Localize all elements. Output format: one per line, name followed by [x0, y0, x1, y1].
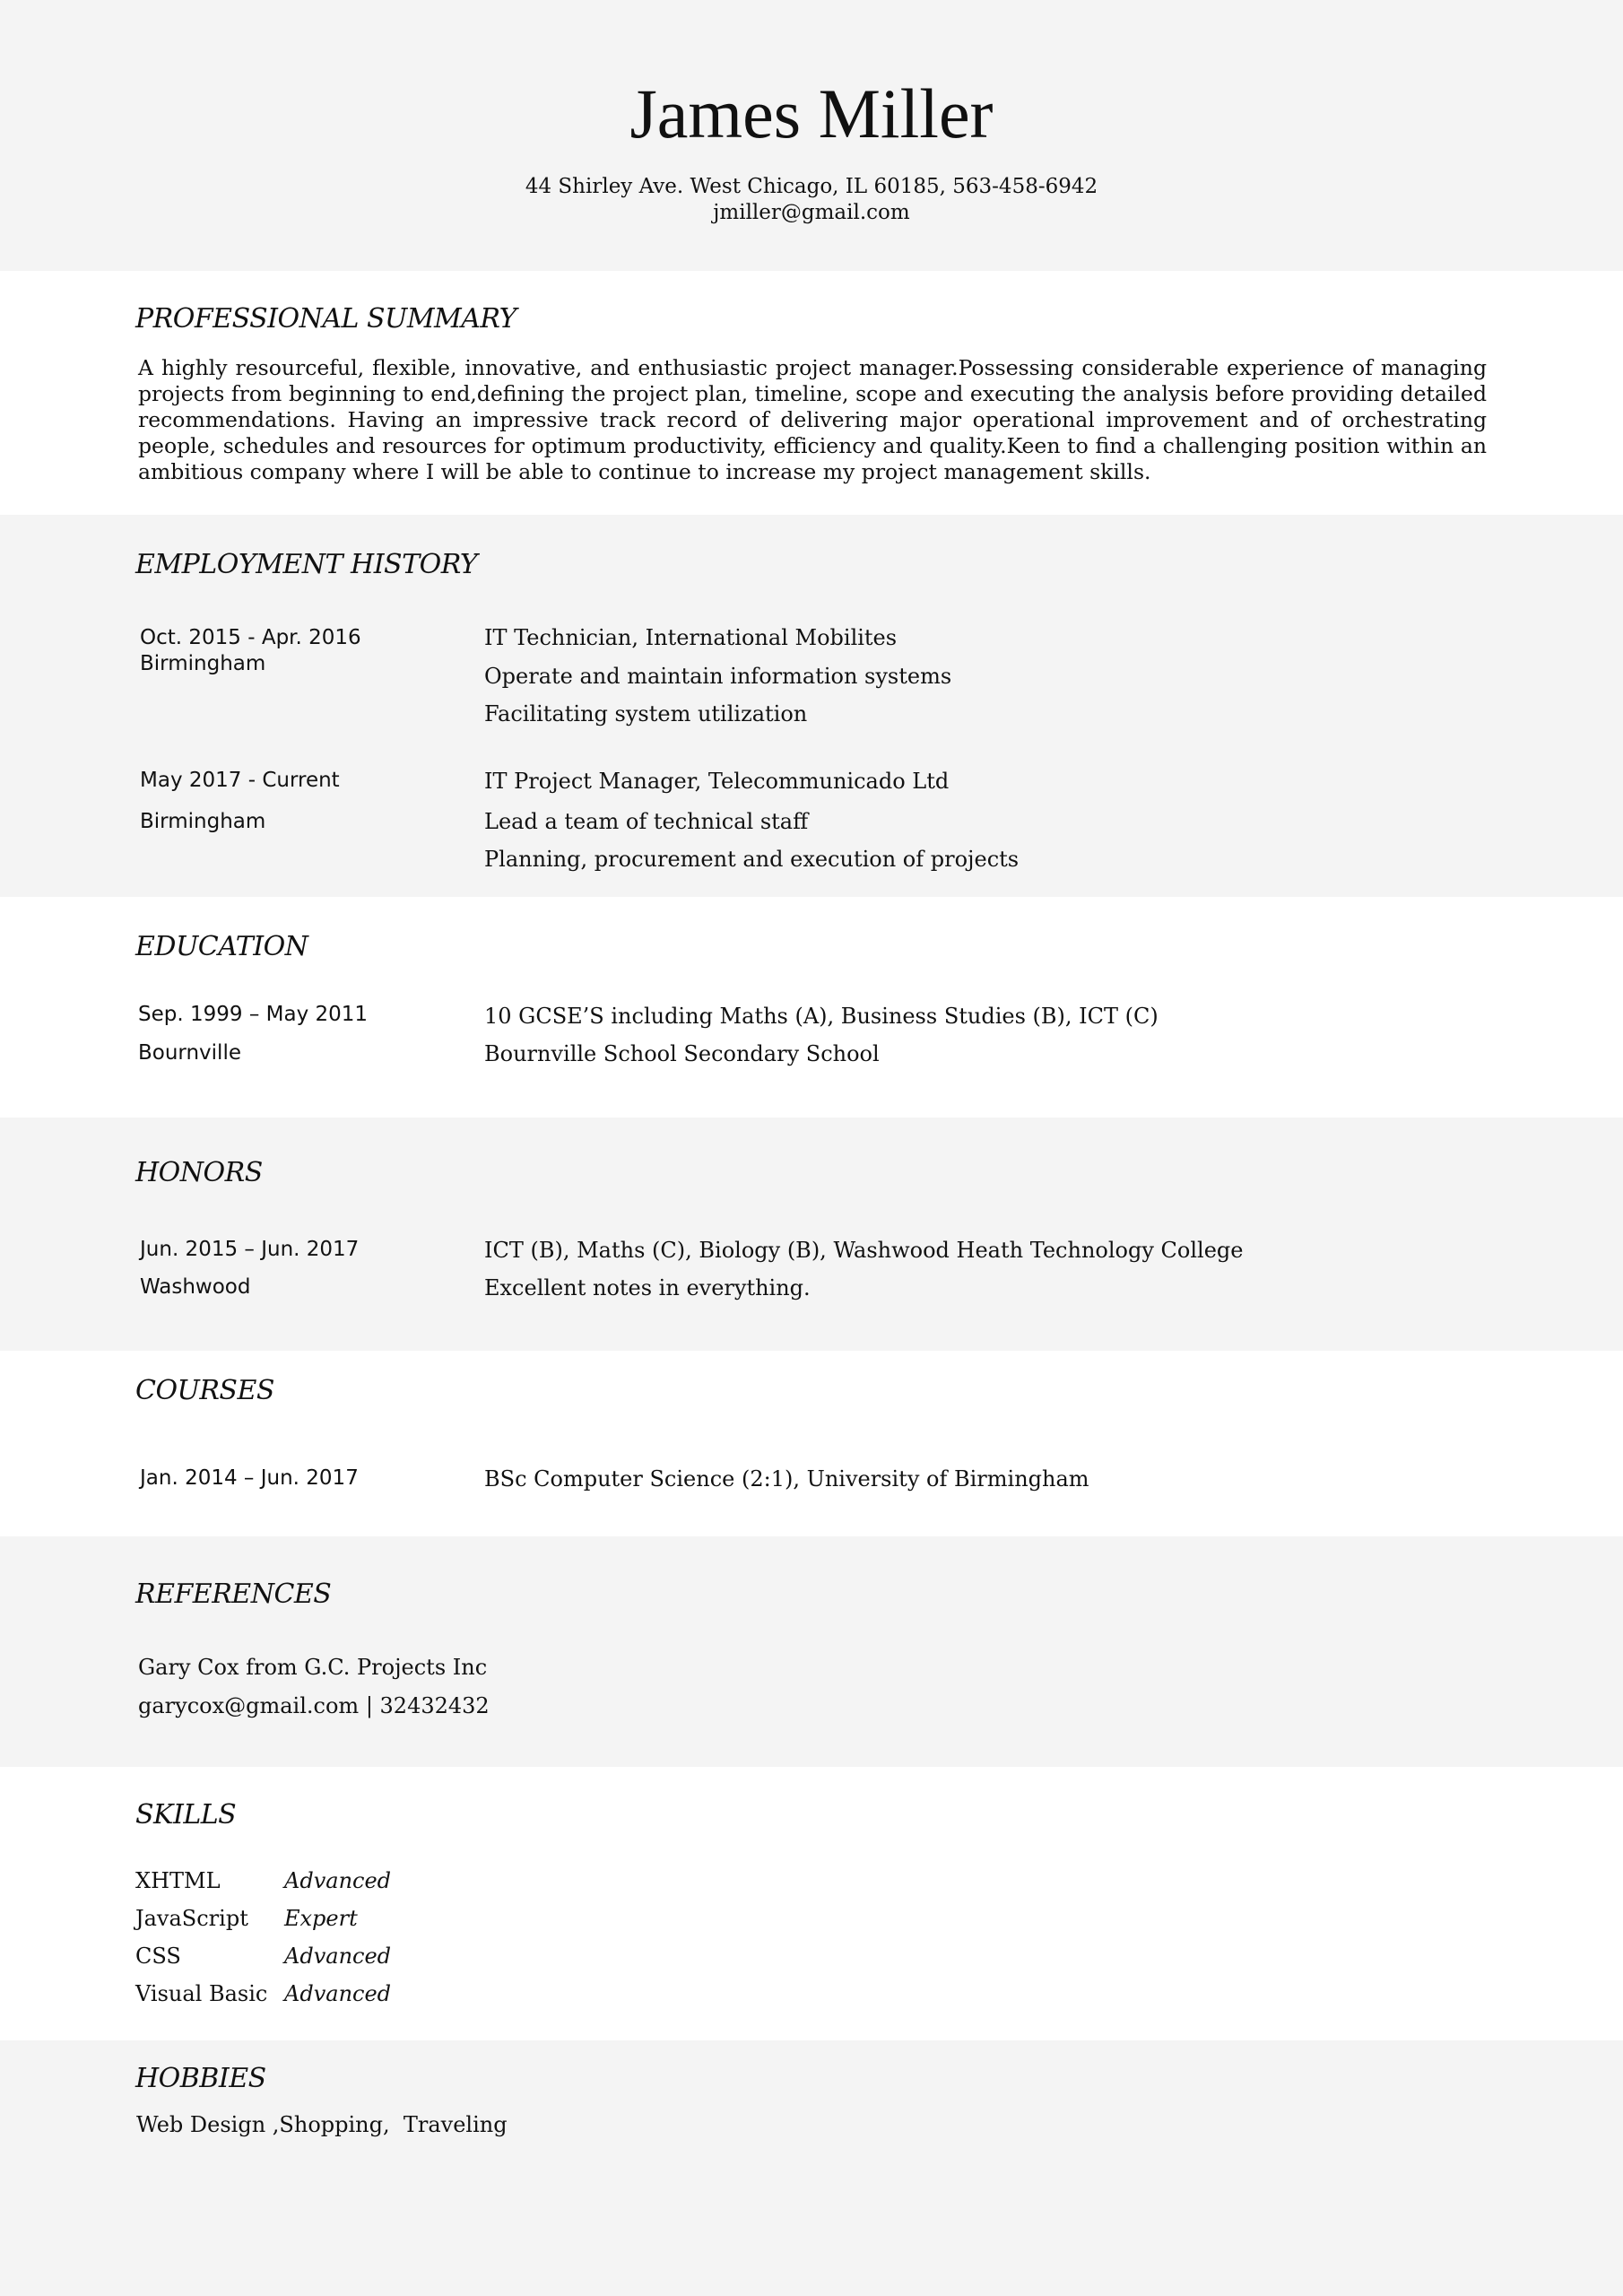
skill-name: CSS — [135, 1944, 181, 1969]
contact-address: 44 Shirley Ave. West Chicago, IL 60185, 563-458-6942 — [525, 175, 1098, 198]
summary-text: A highly resourceful, flexible, innovative, and enthusiastic project manager.Possessing considerable experience of managing projects from beginning to end,defining the project plan, timeline, scope and executing the analysis before providing detailed recommendations. Having an impressive track record of delivering major operational improvement and of orchestrating people, schedules and resources for optimum productivity, efficiency and quality.Keen to find a challenging position within an ambitious company where I will be able to continue to increase my project management skills. — [138, 355, 1487, 484]
skill-level: Advanced — [284, 1981, 392, 2006]
honors-line-2: Excellent notes in everything. — [484, 1275, 811, 1300]
courses-line-1: BSc Computer Science (2:1), University of Birmingham — [484, 1466, 1089, 1492]
contact-email: jmiller@gmail.com — [713, 201, 910, 224]
job-2-dates: May 2017 - Current — [140, 769, 340, 792]
courses-dates: Jan. 2014 – Jun. 2017 — [140, 1466, 359, 1490]
honors-dates: Jun. 2015 – Jun. 2017 — [140, 1238, 360, 1261]
reference-contact: garycox@gmail.com | 32432432 — [138, 1693, 490, 1718]
job-2-duty-2: Planning, procurement and execution of projects — [484, 847, 1020, 872]
job-1-duty-2: Facilitating system utilization — [484, 701, 808, 726]
education-dates: Sep. 1999 – May 2011 — [138, 1003, 369, 1026]
references-heading: REFERENCES — [135, 1578, 332, 1610]
hobbies-text: Web Design ,Shopping, Traveling — [136, 2112, 508, 2137]
skill-name: XHTML — [135, 1868, 221, 1893]
education-heading: EDUCATION — [135, 931, 308, 962]
employment-heading: EMPLOYMENT HISTORY — [135, 549, 478, 580]
education-location: Bournville — [138, 1041, 241, 1065]
honors-band — [0, 1118, 1623, 1351]
job-2-title: IT Project Manager, Telecommunicado Ltd — [484, 769, 950, 794]
skill-level: Advanced — [284, 1944, 392, 1969]
education-line-1: 10 GCSE’S including Maths (A), Business Studies (B), ICT (C) — [484, 1004, 1159, 1029]
honors-line-1: ICT (B), Maths (C), Biology (B), Washwood Heath Technology College — [484, 1238, 1244, 1263]
honors-heading: HONORS — [135, 1157, 263, 1188]
references-band — [0, 1536, 1623, 1767]
job-1-dates: Oct. 2015 - Apr. 2016 — [140, 626, 361, 649]
skill-name: Visual Basic — [135, 1981, 268, 2006]
skills-heading: SKILLS — [135, 1799, 237, 1831]
courses-heading: COURSES — [135, 1375, 274, 1406]
job-1-location: Birmingham — [140, 652, 266, 675]
job-2-location: Birmingham — [140, 810, 266, 833]
skill-level: Expert — [284, 1906, 358, 1931]
honors-location: Washwood — [140, 1275, 251, 1299]
summary-heading: PROFESSIONAL SUMMARY — [135, 303, 516, 335]
hobbies-heading: HOBBIES — [135, 2063, 266, 2094]
skill-level: Advanced — [284, 1868, 392, 1893]
candidate-name: James Miller — [629, 74, 994, 152]
skill-name: JavaScript — [135, 1906, 248, 1931]
job-1-title: IT Technician, International Mobilites — [484, 625, 898, 650]
job-1-duty-1: Operate and maintain information systems — [484, 664, 952, 689]
reference-name: Gary Cox from G.C. Projects Inc — [138, 1655, 488, 1680]
education-line-2: Bournville School Secondary School — [484, 1041, 880, 1066]
job-2-duty-1: Lead a team of technical staff — [484, 809, 809, 834]
